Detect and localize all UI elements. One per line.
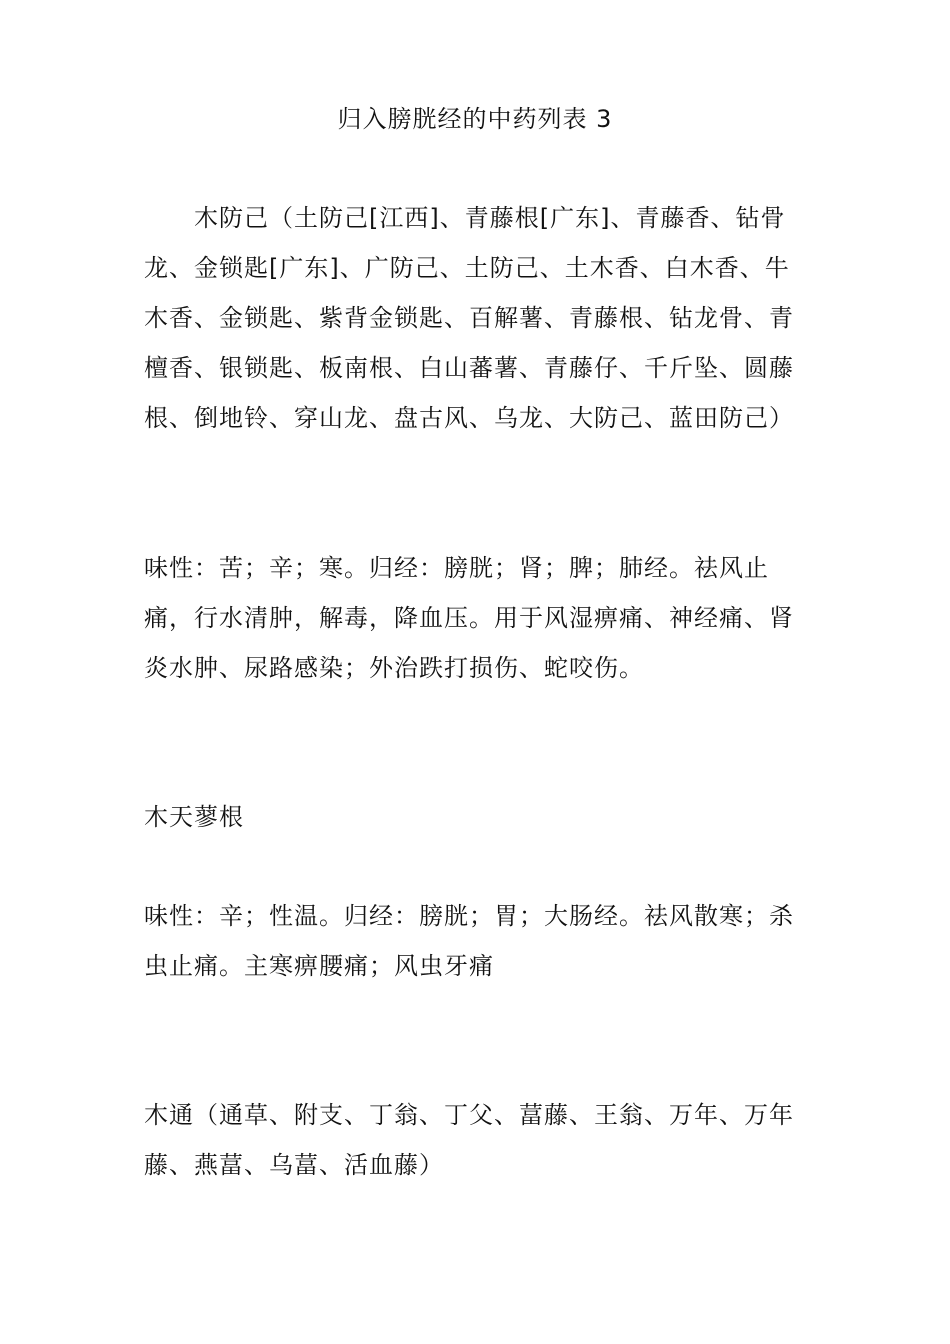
paragraph-mufangji-aliases: 木防己（土防己[江西]、青藤根[广东]、青藤香、钻骨龙、金锁匙[广东]、广防己、土防己、土木香、白木香、牛木香、金锁匙、紫背金锁匙、百解薯、青藤根、钻龙骨、青檀香、银锁匙、板南根、白山蕃薯、青藤仔、千斤坠、圆藤根、倒地铃、穿山龙、盘古风、乌龙、大防己、蓝田防己） [144, 204, 794, 432]
paragraph-mutianliaogen-heading: 木天蓼根 [144, 803, 244, 831]
page-title: 归入膀胱经的中药列表 3 [337, 105, 613, 133]
paragraph-mutianliaogen-properties: 味性：辛；性温。归经：膀胱；胃；大肠经。祛风散寒；杀虫止痛。主寒痹腰痛；风虫牙痛 [144, 902, 794, 980]
paragraph-mufangji-properties: 味性：苦；辛；寒。归经：膀胱；肾；脾；肺经。祛风止痛，行水清肿，解毒，降血压。用于风湿痹痛、神经痛、肾炎水肿、尿路感染；外治跌打损伤、蛇咬伤。 [144, 554, 794, 682]
paragraph-mutong-aliases: 木通（通草、附支、丁翁、丁父、葍藤、王翁、万年、万年藤、燕葍、乌葍、活血藤） [144, 1101, 794, 1179]
